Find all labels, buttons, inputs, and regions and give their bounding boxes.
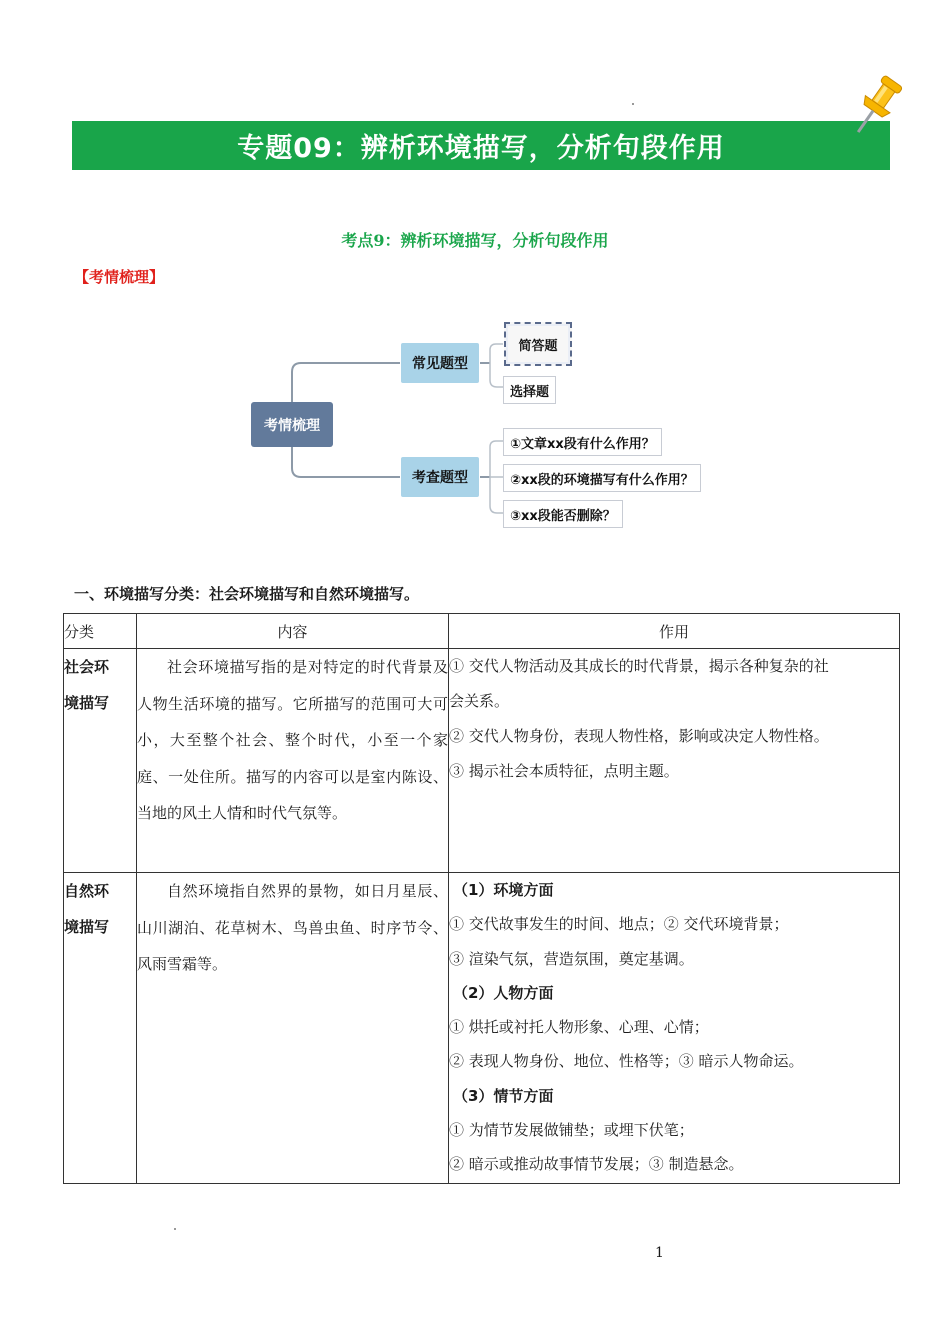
- page-number: 1: [655, 1245, 664, 1261]
- mindmap-leaf-multiple-choice: 选择题: [503, 376, 556, 404]
- category-line: 境描写: [64, 918, 110, 936]
- subtitle: 考点9：辨析环境描写，分析句段作用: [341, 231, 609, 250]
- category-line: 境描写: [64, 694, 110, 712]
- effect-line: ② 表现人物身份、地位、性格等；③ 暗示人物命运。: [449, 1052, 804, 1071]
- mindmap-leaf-question-2: ②xx段的环境描写有什么作用？: [503, 464, 701, 492]
- effect-line: ② 交代人物身份，表现人物性格，影响或决定人物性格。: [449, 727, 829, 745]
- effect-line: ① 烘托或衬托人物形象、心理、心情；: [449, 1018, 709, 1037]
- mindmap-leaf-question-1: ①文章xx段有什么作用？: [503, 428, 662, 456]
- table-header-row: [64, 614, 900, 649]
- title-banner: [72, 121, 890, 170]
- mindmap-leaf-short-answer: 简答题: [504, 322, 572, 366]
- category-cell: [64, 649, 137, 873]
- column-header-content: 内容: [137, 614, 449, 649]
- effect-group-heading: （1）环境方面: [453, 881, 554, 899]
- mind-map: [240, 310, 720, 540]
- effect-line: 会关系。: [449, 692, 510, 710]
- section-heading: 一、环境描写分类：社会环境描写和自然环境描写。: [74, 585, 420, 603]
- column-header-category: 分类: [64, 614, 137, 649]
- table-row-social: [64, 649, 900, 873]
- mindmap-node-common-types: 常见题型: [401, 343, 479, 383]
- stray-dot: [632, 103, 634, 105]
- mindmap-root-node: 考情梳理: [251, 402, 333, 447]
- content-cell: 自然环境指自然界的景物，如日月星辰、山川湖泊、花草树木、鸟兽虫鱼、时序节令、风雨雪霜等。: [137, 873, 449, 1184]
- effect-line: ③ 揭示社会本质特征，点明主题。: [449, 762, 679, 780]
- category-line: 社会环: [64, 658, 110, 676]
- effect-line: ① 为情节发展做铺垫；或埋下伏笔；: [449, 1121, 694, 1140]
- environment-description-table: [63, 613, 900, 1184]
- effect-line: ① 交代故事发生的时间、地点；② 交代环境背景；: [449, 915, 789, 934]
- effect-cell: [449, 649, 900, 873]
- mindmap-leaf-question-3: ③xx段能否删除？: [503, 500, 623, 528]
- effect-group-heading: （2）人物方面: [453, 983, 554, 1002]
- section-tag: 【考情梳理】: [74, 268, 165, 286]
- column-header-effect: 作用: [449, 614, 900, 649]
- mindmap-node-exam-types: 考查题型: [401, 457, 479, 497]
- category-cell: [64, 873, 137, 1184]
- table-row-natural: [64, 873, 900, 1184]
- effect-line: ③ 渲染气氛，营造氛围，奠定基调。: [449, 949, 694, 968]
- category-line: 自然环: [64, 882, 110, 900]
- pushpin-icon: [838, 72, 904, 142]
- effect-cell: [449, 873, 900, 1184]
- content-cell: 社会环境描写指的是对特定的时代背景及人物生活环境的描写。它所描写的范围可大可小，大至整个社会、整个时代，小至一个家庭、一处住所。描写的内容可以是室内陈设、当地的风土人情和时代气氛等。: [137, 649, 449, 873]
- stray-dot: [174, 1228, 176, 1230]
- page-title: 专题09：辨析环境描写，分析句段作用: [237, 133, 725, 164]
- effect-group-heading: （3）情节方面: [453, 1086, 554, 1105]
- effect-line: ① 交代人物活动及其成长的时代背景，揭示各种复杂的社: [449, 657, 829, 675]
- effect-line: ② 暗示或推动故事情节发展；③ 制造悬念。: [449, 1155, 744, 1174]
